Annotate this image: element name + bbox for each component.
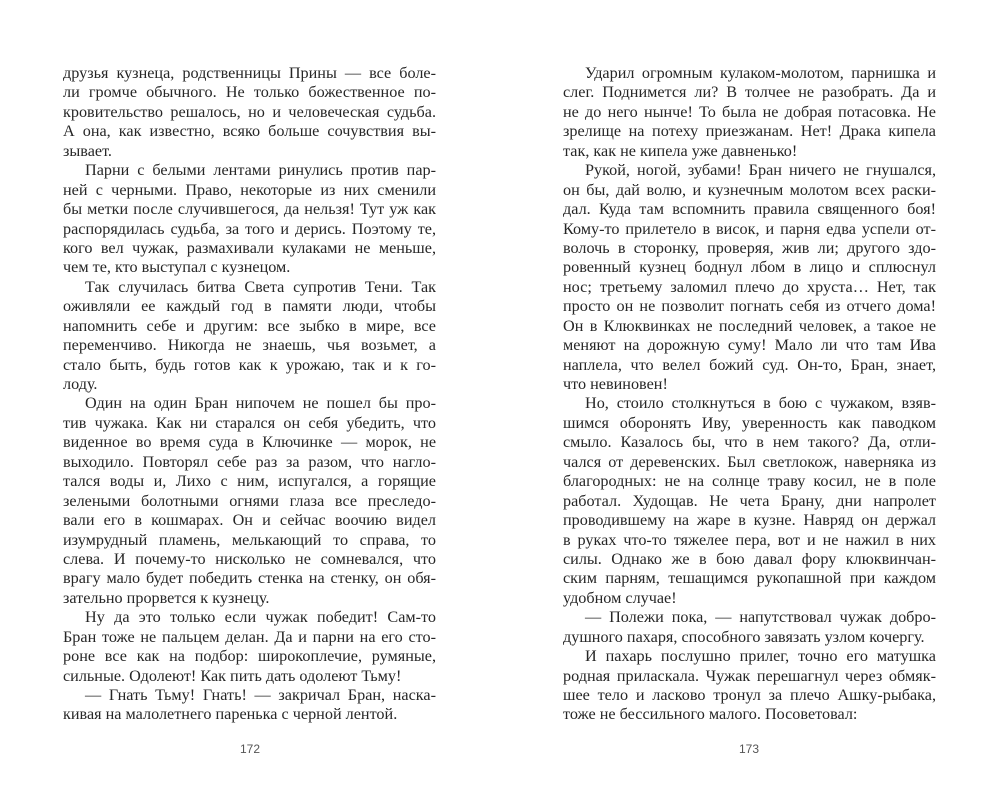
text-line: шимся оборонять Иву, уверенность как паводком (563, 413, 936, 432)
text-line: так, как не кипела уже давненько! (563, 141, 798, 160)
right-page (500, 0, 1000, 794)
text-line: врагу мало будет победить стенка на стенку, он обя- (63, 569, 436, 588)
text-line: дал. Куда там вспомнить правила священного боя! (563, 200, 936, 219)
text-line: работал. Худощав. Не чета Брану, дни напролет (563, 491, 936, 510)
text-line: оживляли ее каждый год в памяти люди, чтобы (63, 297, 436, 316)
text-line: лоду. (63, 375, 98, 393)
text-line: Бран тоже не пальцем делан. Да и парни на его сто- (63, 627, 436, 646)
text-line: что невиновен! (563, 375, 668, 393)
page-number: 173 (738, 742, 760, 756)
text-line: ней с черными. Право, некоторые из них сменили (63, 180, 436, 199)
text-line: благородных: не на солнце траву косил, не в поле (563, 472, 936, 491)
text-line: Ударил огромным кулаком-молотом, парнишка и (585, 64, 936, 82)
text-line: не до него нынче! То была не добрая потасовка. Не (563, 102, 936, 121)
paragraph (563, 647, 936, 725)
text-line: напомнить себе и другим: все зыбко в мире, все (63, 316, 436, 335)
text-line: волочь в сторонку, проверяя, жив ли; другого здо- (563, 238, 936, 257)
text-line: проводившему на жаре в кузне. Навряд он держал (563, 511, 936, 530)
paragraph (563, 161, 936, 394)
text-line: выходило. Повторял себе раз за разом, что нагло- (63, 452, 436, 471)
paragraph (563, 394, 936, 608)
text-line: Один на один Бран нипочем не пошел бы про- (85, 394, 436, 413)
text-line: бы метки после случившегося, да нельзя! Тут уж как (63, 200, 436, 219)
text-line: наплела, что велел божий суд. Он-то, Бран, знает, (563, 355, 936, 374)
text-line: вали его в кошмарах. Он и сейчас воочию видел (63, 511, 436, 530)
paragraph (563, 608, 936, 647)
text-line: изумрудный пламень, мелькающий то справа, то (63, 530, 436, 549)
text-line: силы. Однако же в бою давал фору клюквинчан- (563, 549, 936, 568)
text-line: слег. Поднимется ли? В толчее не разобрать. Да и (563, 83, 936, 102)
paragraph (63, 161, 436, 278)
text-line: Он в Клюквинках не последний человек, а такое не (563, 316, 936, 335)
paragraph (63, 278, 436, 395)
text-line: виденное во время суда в Ключинке — морок, не (63, 433, 436, 452)
page-text (563, 64, 936, 725)
text-line: зелеными болотными огнями глаза все преследо- (63, 491, 436, 510)
text-line: А она, как известно, всяко больше сочувствия вы- (63, 122, 436, 141)
text-line: переменчиво. Никогда не знаешь, чья возьмет, а (63, 336, 436, 355)
text-line: Парни с белыми лентами ринулись против пар- (85, 161, 436, 180)
paragraph (63, 686, 436, 725)
text-line: И пахарь послушно прилег, точно его матушка (585, 647, 936, 666)
text-line: тоже не бессильного малого. Посоветовал: (563, 705, 858, 724)
text-line: он бы, дай волю, и кузнечным молотом всех раски- (563, 180, 936, 199)
page-number: 172 (239, 742, 261, 756)
text-line: душного пахаря, способного завязать узлом кочергу. (563, 627, 925, 646)
text-line: кивая на малолетнего паренька с черной лентой. (63, 705, 398, 724)
text-line: Кому-то прилетело в висок, и парня едва успели от- (563, 219, 936, 238)
text-line: Так случилась битва Света супротив Тени. Так (85, 277, 436, 296)
text-line: кого вел чужак, размахивали кулаками не меньше, (63, 238, 436, 257)
paragraph (63, 394, 436, 608)
text-line: сильные. Одолеют! Как пить дать одолеют Тьму! (63, 666, 402, 685)
text-line: нос; третьему заломил плечо до хруста… Нет, так (563, 277, 936, 296)
page-text (63, 64, 436, 725)
text-line: тив чужака. Как ни старался он себя убедить, что (63, 413, 436, 432)
text-line: роне все как на подбор: широкоплечие, румяные, (63, 647, 436, 666)
text-line: просто он не позволит погнать себя из отчего дома! (563, 297, 936, 316)
text-line: стало быть, будь готов как к урожаю, так и к го- (63, 355, 436, 374)
text-line: зывает. (63, 141, 112, 160)
text-line: — Полежи пока, — напутствовал чужак добро- (585, 608, 936, 627)
text-line: меняют на дорожную суму! Мало ли что там Ива (563, 336, 936, 355)
text-line: Рукой, ногой, зубами! Бран ничего не гнушался, (585, 161, 936, 180)
text-line: Но, стоило столкнуться в бою с чужаком, взяв- (585, 394, 936, 413)
text-line: удобном случае! (563, 588, 677, 607)
text-line: слева. И почему-то нисколько не сомневался, что (63, 549, 436, 568)
text-line: друзья кузнеца, родственницы Прины — все боле- (63, 64, 436, 82)
text-line: ровенный кузнец боднул лбом в лицо и сплюснул (563, 258, 936, 277)
text-line: кровительство решалось, но и человеческая судьба. (63, 102, 436, 121)
text-line: Ну да это только если чужак победит! Сам-то (85, 608, 436, 627)
text-line: — Гнать Тьму! Гнать! — закричал Бран, наска- (85, 686, 436, 704)
text-line: тался воды и, Лихо с ним, испугался, а горящие (63, 472, 436, 491)
text-line: распорядилась судьба, за того и дерись. Поэтому те, (63, 219, 436, 238)
text-line: ли громче обычного. Не только божественное по- (63, 83, 436, 102)
text-line: в руках что-то тяжелее пера, вот и не нажил в них (563, 530, 936, 549)
text-line: чем те, кто выступал с кузнецом. (63, 258, 291, 277)
paragraph (563, 64, 936, 161)
paragraph (63, 64, 436, 161)
text-line: ским парням, тешащимся рукопашной при каждом (563, 569, 936, 588)
text-line: чался от деревенских. Был светлокож, наверняка из (563, 452, 936, 471)
text-line: шее тело и ласково тронул за плечо Ашку-рыбака, (563, 686, 936, 704)
text-line: родная приласкала. Чужак перешагнул через обмяк- (563, 666, 936, 685)
paragraph (63, 608, 436, 686)
text-line: смыло. Казалось бы, что в нем такого? Да, отли- (563, 433, 936, 452)
text-line: зательно прорвется к кузнецу. (63, 588, 270, 607)
text-line: зрелище на потеху приезжанам. Нет! Драка кипела (563, 122, 936, 141)
